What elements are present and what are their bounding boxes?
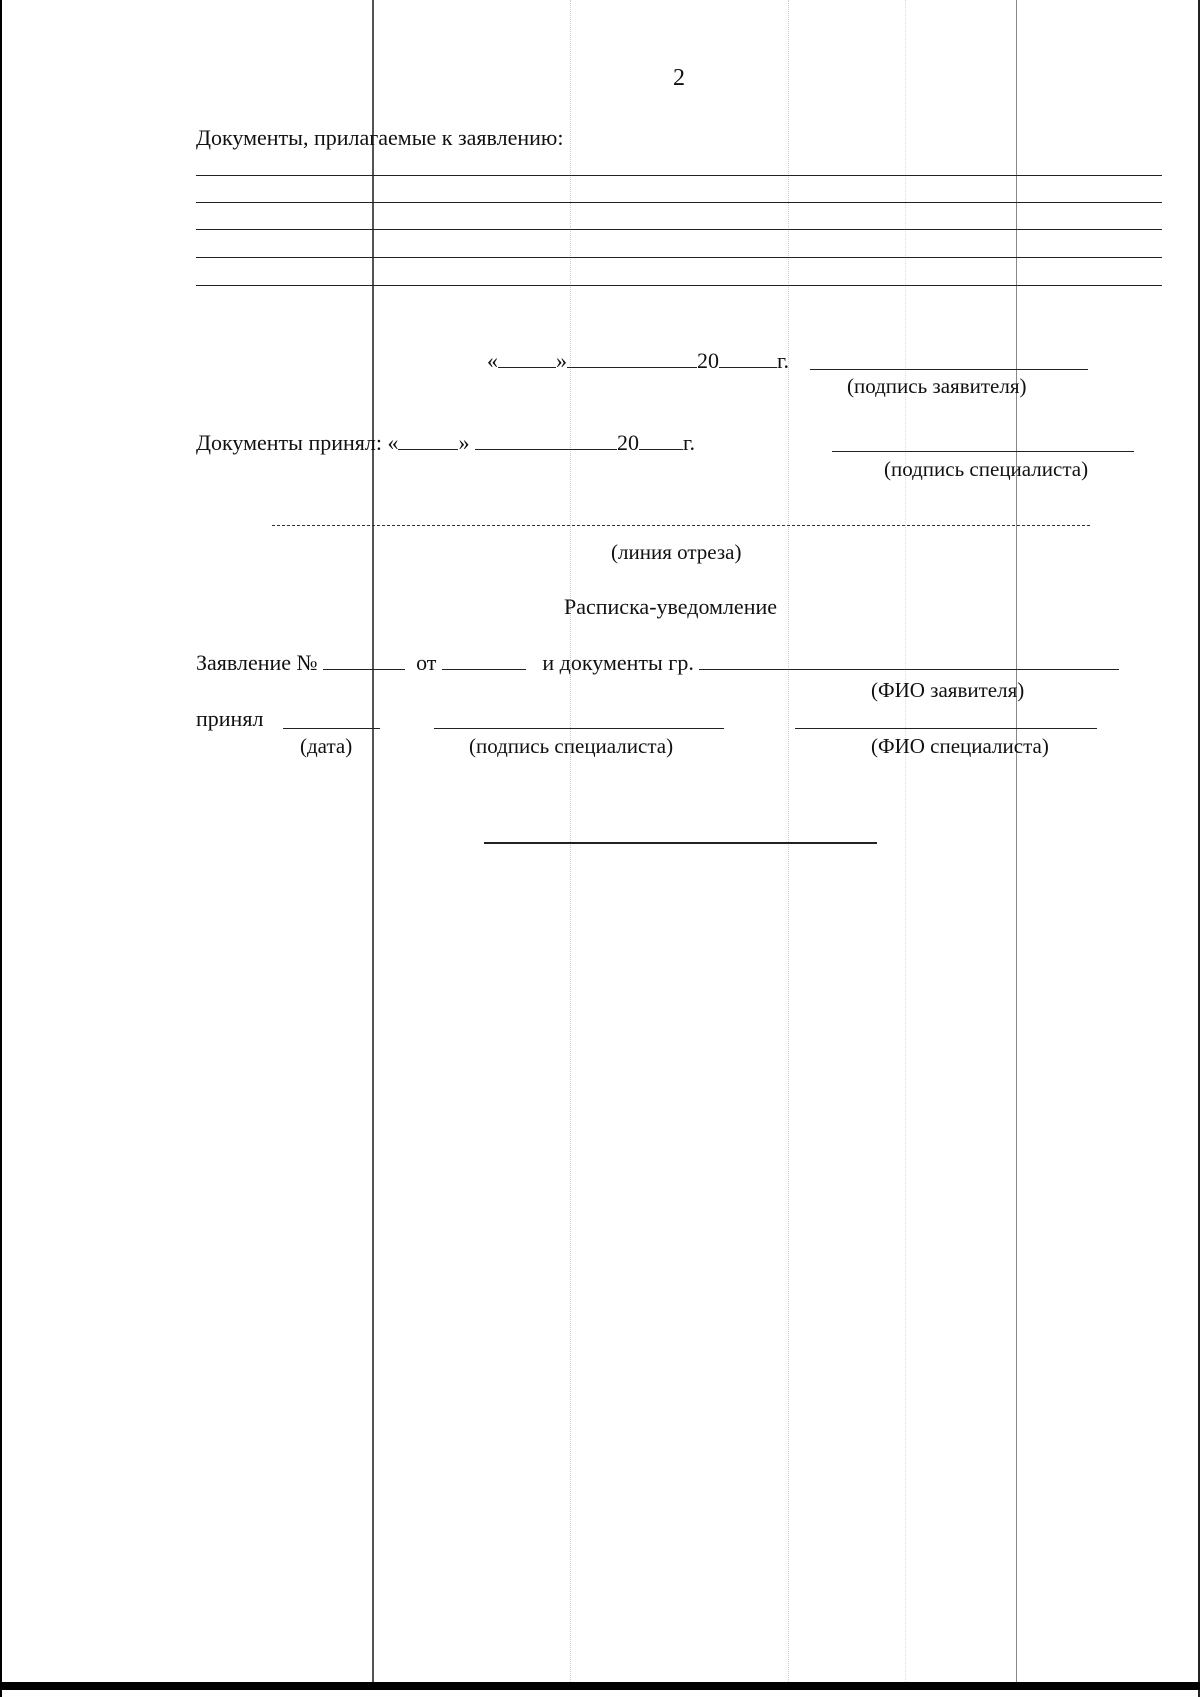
docs-received-label: Документы принял: «	[196, 430, 399, 455]
open-quote: «	[487, 348, 498, 373]
scan-faint-line	[905, 0, 906, 1682]
accepted-label: принял	[196, 706, 264, 731]
applicant-signature-line[interactable]	[810, 369, 1088, 370]
accepted-date-line[interactable]	[283, 728, 380, 729]
scan-faint-line	[788, 0, 789, 1682]
close-quote: »	[556, 348, 567, 373]
attached-docs-line[interactable]	[196, 175, 1162, 176]
scan-fold-line-left	[372, 0, 374, 1682]
scan-bottom-edge	[0, 1682, 1200, 1690]
specialist-signature-caption: (подпись специалиста)	[884, 457, 1089, 481]
applicant-name-caption: (ФИО заявителя)	[871, 678, 1025, 702]
accepted-specialist-name-line[interactable]	[795, 728, 1097, 729]
date-caption: (дата)	[300, 734, 353, 758]
cut-line	[272, 525, 1090, 526]
application-number-blank[interactable]	[323, 651, 405, 670]
attached-docs-line[interactable]	[196, 285, 1162, 286]
day-blank[interactable]	[498, 349, 556, 368]
year-blank[interactable]	[639, 431, 683, 450]
docs-received-line	[196, 431, 695, 454]
attached-docs-line[interactable]	[196, 202, 1162, 203]
attached-docs-line[interactable]	[196, 257, 1162, 258]
year-blank[interactable]	[719, 349, 777, 368]
docs-of-label: и документы гр.	[542, 650, 694, 675]
receipt-title: Расписка-уведомление	[564, 594, 778, 619]
month-blank[interactable]	[567, 349, 697, 368]
cut-line-caption: (линия отреза)	[611, 540, 742, 564]
application-row	[196, 651, 1119, 674]
page-number: 2	[673, 65, 685, 91]
scan-faint-line	[570, 0, 571, 1682]
year-prefix: 20	[697, 348, 719, 373]
from-label: от	[416, 650, 437, 675]
accepted-signature-line[interactable]	[434, 728, 724, 729]
applicant-name-blank[interactable]	[699, 651, 1119, 670]
application-number-label: Заявление №	[196, 650, 318, 675]
applicant-date-line	[487, 349, 789, 372]
scan-fold-line-right	[1016, 0, 1017, 1682]
year-suffix: г.	[682, 430, 696, 455]
year-prefix: 20	[616, 430, 639, 455]
application-date-blank[interactable]	[442, 651, 526, 670]
scan-left-edge	[0, 0, 2, 1697]
month-blank[interactable]	[475, 431, 617, 450]
year-suffix: г.	[777, 348, 790, 373]
attached-docs-line[interactable]	[196, 229, 1162, 230]
specialist-name-caption: (ФИО специалиста)	[871, 734, 1049, 758]
closing-rule	[484, 842, 877, 844]
specialist-signature-caption-2: (подпись специалиста)	[469, 734, 674, 758]
attached-docs-label: Документы, прилагаемые к заявлению:	[196, 125, 564, 150]
day-blank[interactable]	[398, 431, 458, 450]
close-quote: »	[458, 430, 470, 455]
applicant-signature-caption: (подпись заявителя)	[847, 374, 1027, 398]
specialist-signature-line[interactable]	[832, 451, 1134, 452]
